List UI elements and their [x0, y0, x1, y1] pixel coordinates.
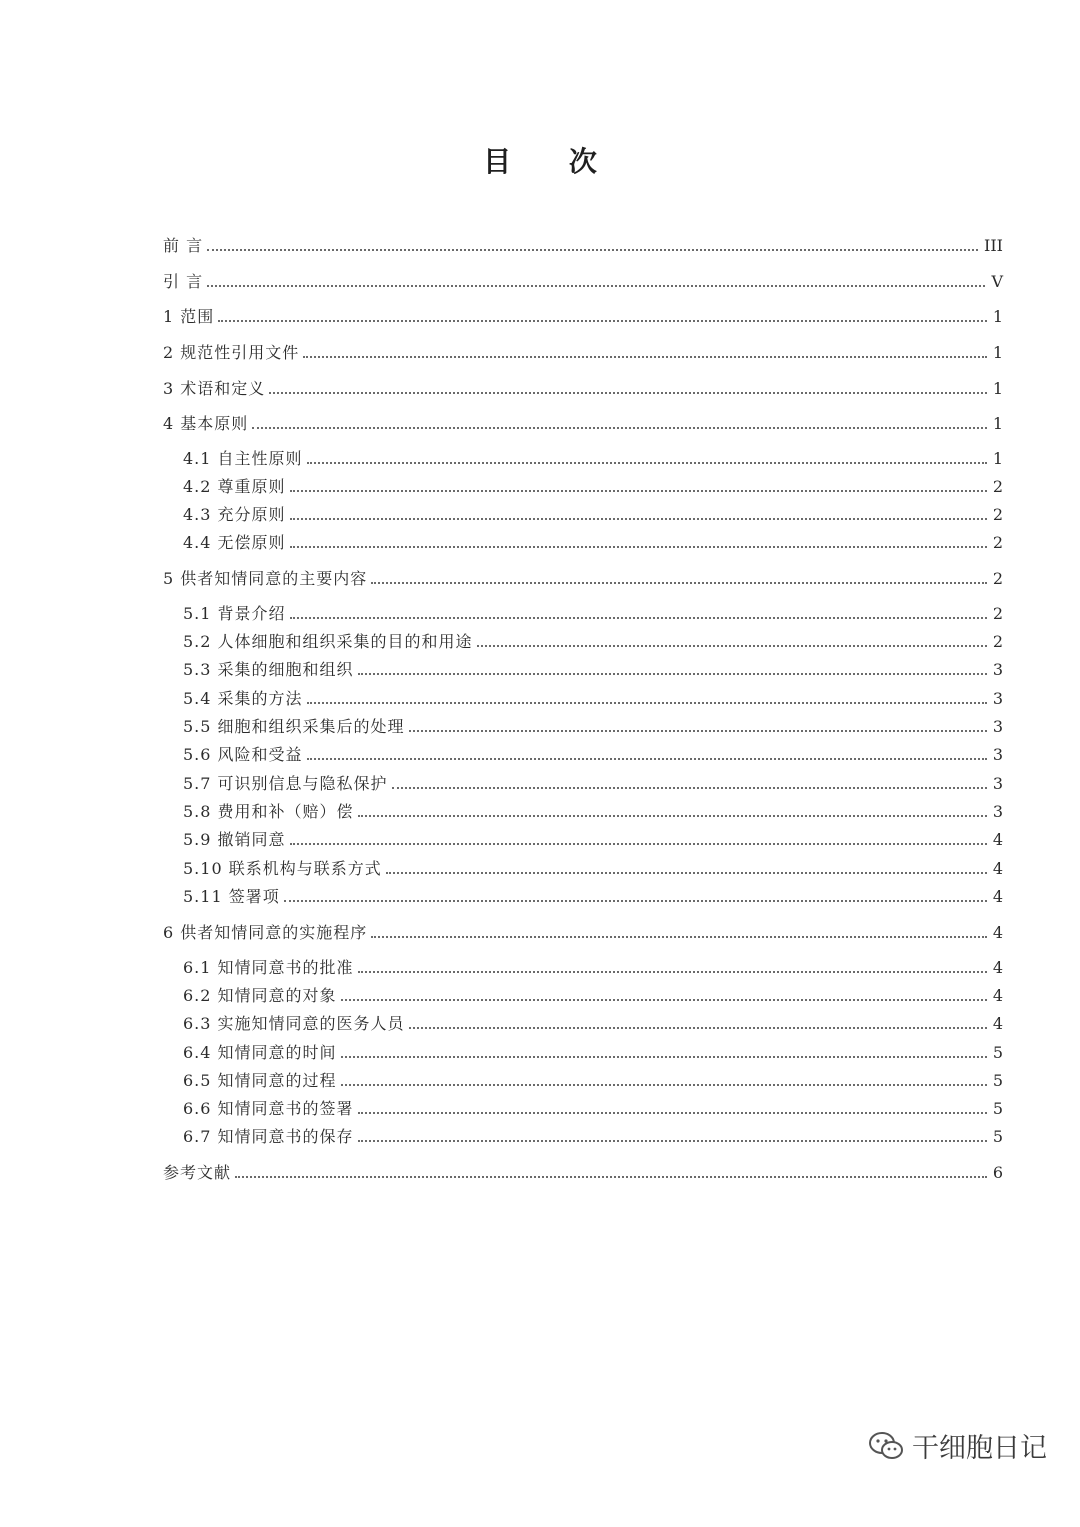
toc-leader-dots	[284, 900, 987, 902]
toc-entry	[183, 628, 1003, 652]
toc-entry-label: 5.7 可识别信息与隐私保护	[183, 774, 388, 793]
toc-entry	[183, 445, 1003, 469]
toc-entry-page: 5	[992, 1127, 1003, 1146]
toc-entry	[183, 685, 1003, 709]
toc-entry-page: 4	[992, 1014, 1003, 1033]
toc-entry	[183, 713, 1003, 737]
toc-entry-page: 1	[992, 449, 1003, 468]
toc-entry-label: 6 供者知情同意的实施程序	[163, 923, 368, 942]
page-title: 目 次	[483, 145, 621, 178]
toc-entry-label: 前 言	[163, 236, 204, 255]
toc-entry-page: 3	[992, 774, 1003, 793]
toc-leader-dots	[307, 702, 987, 704]
toc-entry-label: 1 范围	[163, 307, 215, 326]
toc-entry	[183, 1067, 1003, 1091]
toc-entry	[183, 883, 1003, 907]
toc-leader-dots	[290, 518, 987, 520]
toc-leader-dots	[307, 758, 987, 760]
toc-entry	[183, 1095, 1003, 1119]
toc-leader-dots	[290, 490, 987, 492]
toc-entry-label: 6.3 实施知情同意的医务人员	[183, 1014, 405, 1033]
toc-leader-dots	[290, 546, 987, 548]
toc-entry-label: 6.6 知情同意书的签署	[183, 1099, 354, 1118]
toc-entry	[183, 982, 1003, 1006]
toc-entry-page: 2	[992, 533, 1003, 552]
toc-entry-label: 5.11 签署项	[183, 887, 280, 906]
toc-entry-label: 4 基本原则	[163, 414, 249, 433]
toc-entry-label: 2 规范性引用文件	[163, 343, 300, 362]
toc-entry-page: 2	[992, 604, 1003, 623]
toc-leader-dots	[409, 1027, 987, 1029]
toc-entry-page: 2	[992, 505, 1003, 524]
toc-entry-label: 4.2 尊重原则	[183, 477, 286, 496]
toc-entry-page: 5	[992, 1043, 1003, 1062]
toc-entry-label: 5.3 采集的细胞和组织	[183, 660, 354, 679]
toc-entry	[163, 919, 1003, 943]
toc-entry-page: 1	[992, 379, 1003, 398]
toc-entry-label: 参考文献	[163, 1163, 232, 1182]
toc-entry-page: 2	[992, 632, 1003, 651]
toc-leader-dots	[392, 787, 987, 789]
toc-entry-label: 4.1 自主性原则	[183, 449, 303, 468]
toc-entry	[163, 268, 1003, 292]
toc-entry-label: 5.8 费用和补（赔）偿	[183, 802, 354, 821]
watermark-text: 干细胞日记	[912, 1433, 1047, 1464]
toc-entry-page: 6	[992, 1163, 1003, 1182]
watermark	[868, 1426, 1047, 1465]
toc-entry-label: 4.4 无偿原则	[183, 533, 286, 552]
toc-leader-dots	[269, 392, 987, 394]
toc-entry-label: 5.9 撤销同意	[183, 830, 286, 849]
toc-entry-label: 6.1 知情同意书的批准	[183, 958, 354, 977]
toc-entry	[183, 656, 1003, 680]
toc-entry-page: 1	[992, 307, 1003, 326]
toc-entry-page: 4	[992, 958, 1003, 977]
toc-entry	[163, 565, 1003, 589]
toc-entry	[163, 1159, 1003, 1183]
toc-leader-dots	[358, 673, 987, 675]
toc-entry	[183, 600, 1003, 624]
toc-leader-dots	[307, 462, 987, 464]
toc-entry-label: 6.2 知情同意的对象	[183, 986, 337, 1005]
toc-leader-dots	[358, 1112, 987, 1114]
toc-leader-dots	[303, 356, 987, 358]
toc-leader-dots	[477, 645, 987, 647]
toc-entry-label: 5.6 风险和受益	[183, 745, 303, 764]
toc-leader-dots	[341, 999, 987, 1001]
toc-entry-page: 3	[992, 660, 1003, 679]
toc-entry-label: 5 供者知情同意的主要内容	[163, 569, 368, 588]
toc-entry-label: 引 言	[163, 272, 204, 291]
toc-leader-dots	[371, 582, 987, 584]
toc-leader-dots	[386, 872, 987, 874]
toc-entry	[183, 770, 1003, 794]
toc-entry	[183, 1039, 1003, 1063]
toc-entry-page: 2	[992, 477, 1003, 496]
toc-entry	[183, 1010, 1003, 1034]
toc-leader-dots	[341, 1056, 987, 1058]
toc-entry-page: 4	[992, 986, 1003, 1005]
toc-entry-label: 6.4 知情同意的时间	[183, 1043, 337, 1062]
toc-entry-label: 4.3 充分原则	[183, 505, 286, 524]
toc-entry-page: 3	[992, 689, 1003, 708]
wechat-icon	[868, 1431, 904, 1461]
toc-leader-dots	[252, 427, 987, 429]
toc-entry-page: 4	[992, 830, 1003, 849]
toc-entry	[183, 954, 1003, 978]
toc-leader-dots	[409, 730, 987, 732]
toc-entry	[183, 501, 1003, 525]
toc-entry-page: 1	[992, 414, 1003, 433]
toc-entry	[163, 303, 1003, 327]
toc-entry-label: 6.5 知情同意的过程	[183, 1071, 337, 1090]
toc-leader-dots	[207, 249, 978, 251]
toc-entry-label: 5.5 细胞和组织采集后的处理	[183, 717, 405, 736]
toc-entry	[183, 826, 1003, 850]
toc-entry-page: 3	[992, 802, 1003, 821]
toc-entry-page: III	[984, 236, 1003, 255]
toc-leader-dots	[218, 320, 987, 322]
toc-leader-dots	[358, 815, 987, 817]
toc-entry-label: 5.4 采集的方法	[183, 689, 303, 708]
toc-entry	[183, 798, 1003, 822]
toc-entry	[163, 339, 1003, 363]
toc-entry-page: V	[991, 272, 1003, 291]
toc-entry-label: 5.1 背景介绍	[183, 604, 286, 623]
toc-entry-page: 4	[992, 887, 1003, 906]
toc-entry-label: 6.7 知情同意书的保存	[183, 1127, 354, 1146]
toc-leader-dots	[358, 971, 987, 973]
toc-leader-dots	[341, 1084, 987, 1086]
toc-entry-page: 5	[992, 1099, 1003, 1118]
toc-leader-dots	[290, 617, 987, 619]
toc-entry	[163, 232, 1003, 256]
toc-leader-dots	[207, 285, 985, 287]
toc-entry	[163, 410, 1003, 434]
toc-entry-page: 2	[992, 569, 1003, 588]
toc-entry-page: 1	[992, 343, 1003, 362]
toc-entry	[163, 375, 1003, 399]
toc-entry	[183, 855, 1003, 879]
toc-entry-page: 5	[992, 1071, 1003, 1090]
toc-entry-label: 5.2 人体细胞和组织采集的目的和用途	[183, 632, 473, 651]
toc-entry-page: 4	[992, 923, 1003, 942]
toc-entry-label: 5.10 联系机构与联系方式	[183, 859, 382, 878]
toc-leader-dots	[235, 1176, 987, 1178]
toc-entry-page: 4	[992, 859, 1003, 878]
toc-entry-label: 3 术语和定义	[163, 379, 266, 398]
toc-entry-page: 3	[992, 745, 1003, 764]
toc-entry	[183, 1123, 1003, 1147]
toc-leader-dots	[358, 1140, 987, 1142]
toc-entry-page: 3	[992, 717, 1003, 736]
toc-entry	[183, 741, 1003, 765]
toc-entry	[183, 473, 1003, 497]
toc-leader-dots	[290, 843, 987, 845]
toc-entry	[183, 529, 1003, 553]
toc-leader-dots	[371, 936, 987, 938]
